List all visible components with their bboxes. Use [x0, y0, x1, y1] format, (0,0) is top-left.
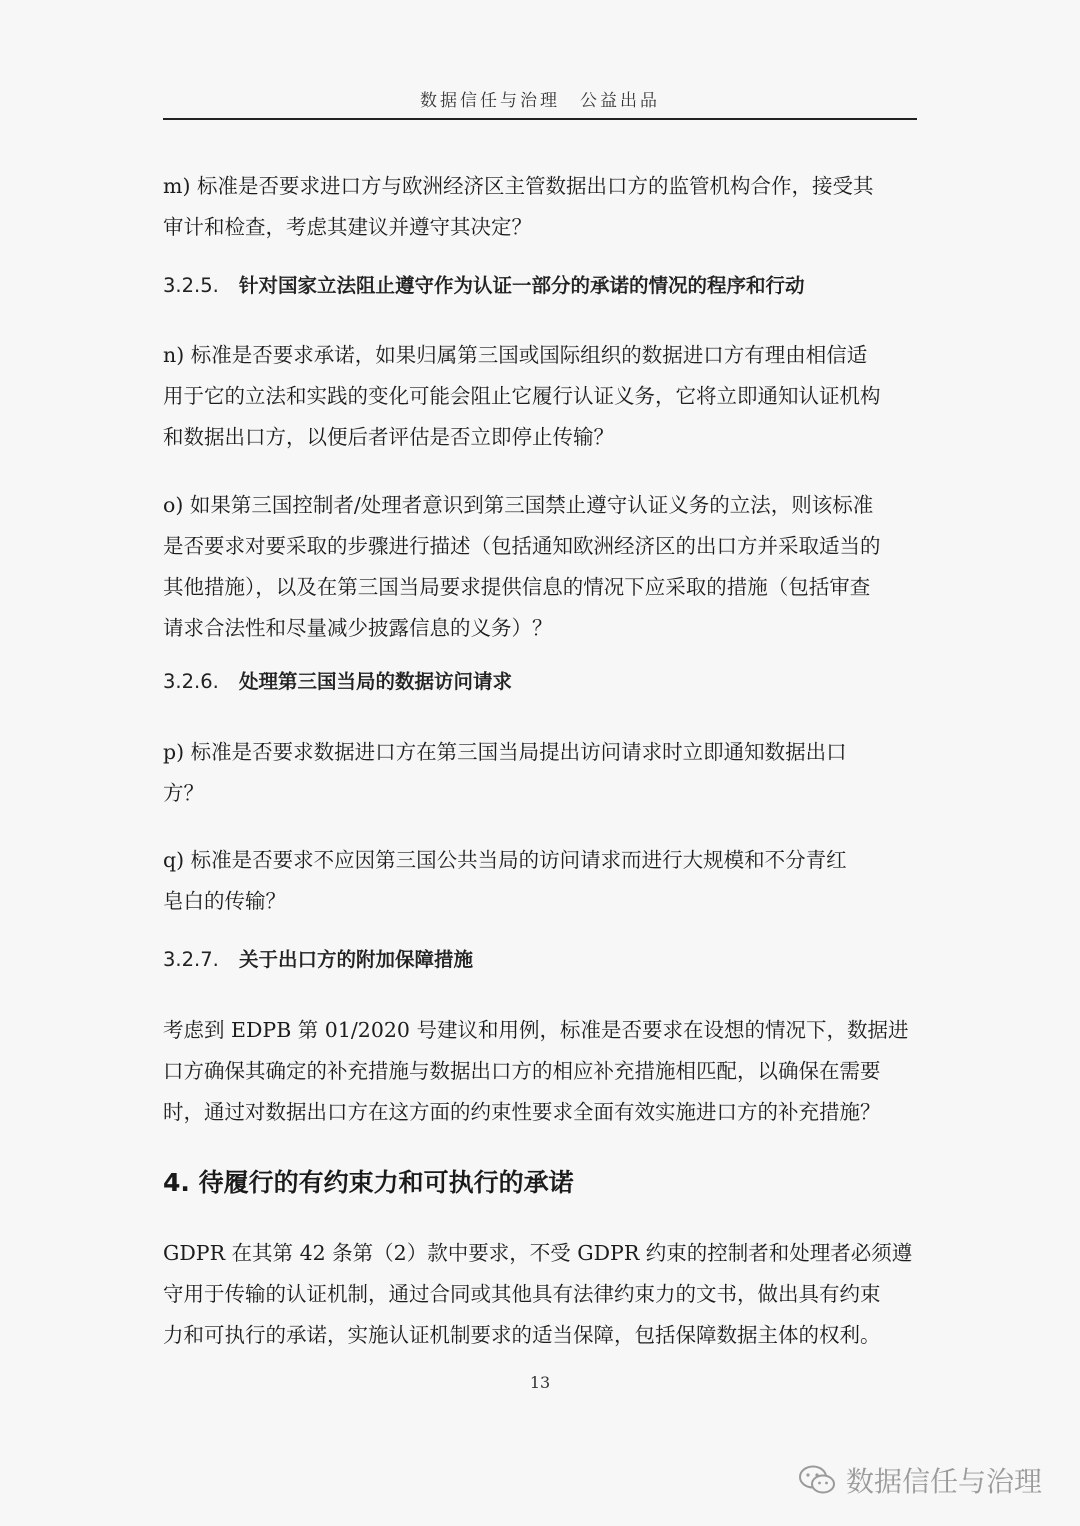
section-heading-3-2-7: [163, 945, 917, 975]
text-line: 用于它的立法和实践的变化可能会阻止它履行认证义务，它将立即通知认证机构: [163, 384, 881, 408]
text-line: 考虑到 EDPB 第 01/2020 号建议和用例，标准是否要求在设想的情况下，数据进: [163, 1018, 909, 1042]
section-title: 处理第三国当局的数据访问请求: [239, 670, 513, 693]
text-line: o) 如果第三国控制者/处理者意识到第三国禁止遵守认证义务的立法，则该标准: [163, 493, 874, 517]
paragraph-p: [163, 732, 917, 814]
running-header: 数据信任与治理 公益出品: [420, 91, 660, 111]
paragraph-q: [163, 840, 917, 922]
text-line: 方？: [163, 781, 204, 805]
text-line: q) 标准是否要求不应因第三国公共当局的访问请求而进行大规模和不分青红: [163, 848, 847, 872]
section-title: 针对国家立法阻止遵守作为认证一部分的承诺的情况的程序和行动: [239, 274, 805, 297]
paragraph-n: [163, 335, 917, 458]
text-line: m) 标准是否要求进口方与欧洲经济区主管数据出口方的监管机构合作，接受其: [163, 174, 874, 198]
text-line: GDPR 在其第 42 条第（2）款中要求，不受 GDPR 约束的控制者和处理者必须遵: [163, 1241, 913, 1265]
text-line: p) 标准是否要求数据进口方在第三国当局提出访问请求时立即通知数据出口: [163, 740, 847, 764]
section-heading-3-2-5: [163, 271, 917, 301]
section-number: 3.2.5.: [163, 274, 219, 297]
section-number: 3.2.7.: [163, 948, 219, 971]
text-line: 口方确保其确定的补充措施与数据出口方的相应补充措施相匹配，以确保在需要: [163, 1059, 881, 1083]
chapter-heading-4: 4. 待履行的有约束力和可执行的承诺: [163, 1168, 574, 1197]
text-line: 是否要求对要采取的步骤进行描述（包括通知欧洲经济区的出口方并采取适当的: [163, 534, 881, 558]
text-line: n) 标准是否要求承诺，如果归属第三国或国际组织的数据进口方有理由相信适: [163, 343, 868, 367]
text-line: 时，通过对数据出口方在这方面的约束性要求全面有效实施进口方的补充措施？: [163, 1100, 881, 1124]
section-title: 关于出口方的附加保障措施: [239, 948, 474, 971]
wechat-icon: [798, 1464, 836, 1496]
text-line: 和数据出口方，以便后者评估是否立即停止传输？: [163, 425, 614, 449]
section-number: 3.2.6.: [163, 670, 219, 693]
text-line: 皂白的传输？: [163, 889, 286, 913]
text-line: 力和可执行的承诺，实施认证机制要求的适当保障，包括保障数据主体的权利。: [163, 1323, 881, 1347]
paragraph-m: [163, 166, 917, 248]
wechat-watermark: [798, 1460, 1042, 1500]
text-line: 守用于传输的认证机制，通过合同或其他具有法律约束力的文书，做出具有约束: [163, 1282, 881, 1306]
page-number: 13: [529, 1373, 551, 1392]
section-heading-3-2-6: [163, 667, 917, 697]
paragraph-o: [163, 485, 917, 649]
text-line: 其他措施），以及在第三国当局要求提供信息的情况下应采取的措施（包括审查: [163, 575, 871, 599]
paragraph-edpb: [163, 1010, 917, 1133]
text-line: 请求合法性和尽量减少披露信息的义务）？: [163, 616, 553, 640]
text-line: 审计和检查，考虑其建议并遵守其决定？: [163, 215, 532, 239]
header-rule: [163, 118, 917, 120]
paragraph-gdpr: [163, 1233, 917, 1356]
watermark-text: 数据信任与治理: [845, 1465, 1042, 1498]
